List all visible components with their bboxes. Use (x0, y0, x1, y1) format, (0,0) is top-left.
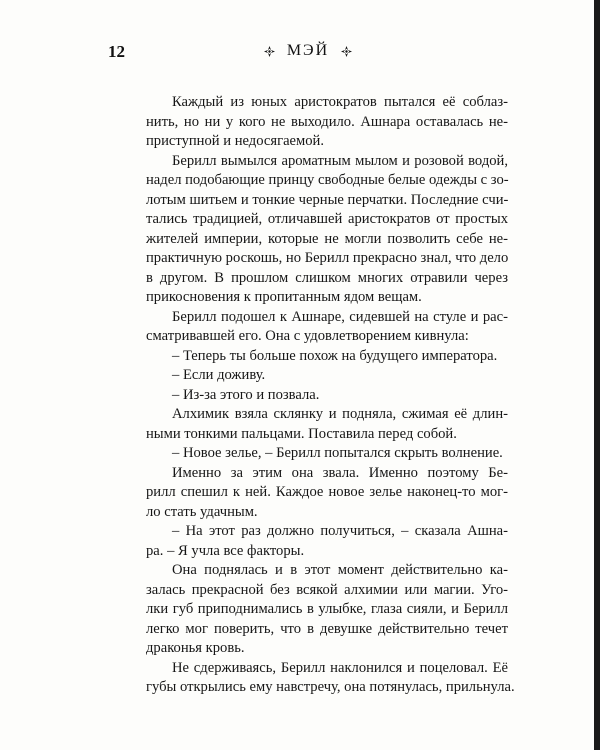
text-line: ло стать удачным. (146, 503, 258, 520)
text-line: Она поднялась и в этот момент действительно ка- (172, 562, 508, 578)
text-line: Не сдерживаясь, Берилл наклонился и поцеловал. Её (172, 659, 508, 676)
text-line: Каждый из юных аристократов пытался её соблаз- (172, 94, 508, 110)
text-line: рилл спешил к ней. Каждое новое зелье наконец-то мог- (146, 484, 508, 500)
text-line: сматривавшей его. Она с удовлетворением кивнула: (146, 328, 469, 344)
text-line: практичную роскошь, но Берилл прекрасно знал, что дело (146, 250, 509, 266)
text-line: – На этот раз должно получиться, – сказала Ашна- (172, 523, 508, 539)
text-line: лотым шитьем и тонкие черные перчатки. Последние счи- (146, 191, 509, 208)
page-header (108, 42, 508, 66)
text-line: залась прекрасной без всякой алхимии или магии. Уго- (146, 581, 508, 598)
text-line: Берилл вымылся ароматным мылом и розовой водой, (172, 152, 508, 169)
text-line: нить, но ни у кого не выходило. Ашнара оставалась не- (146, 113, 508, 130)
page-number: 12 (108, 42, 125, 61)
body-text (146, 93, 515, 698)
text-line: жителей империи, которые не могли позволить себе не- (146, 230, 508, 247)
text-line: – Теперь ты больше похож на будущего императора. (172, 347, 498, 364)
text-line: приступной и недосягаемой. (146, 133, 325, 149)
running-title: МЭЙ (286, 42, 330, 60)
text-line: губы открылись ему навстречу, она потянулась, прильнула. (146, 679, 515, 695)
ornament-icon (341, 46, 352, 57)
text-line: ными тонкими пальцами. Поставила перед собой. (146, 425, 457, 442)
text-line: легко мог поверить, что в девушке действительно течет (146, 620, 508, 637)
text-line: – Если доживу. (172, 367, 266, 383)
text-line: Берилл подошел к Ашнаре, сидевшей на стуле и рас- (172, 308, 508, 325)
running-head (108, 42, 508, 60)
ornament-icon (264, 46, 275, 57)
text-line: Алхимик взяла склянку и подняла, сжимая её длин- (172, 406, 508, 422)
text-line: – Из-за этого и позвала. (172, 386, 320, 403)
text-line: лки губ приподнимались в улыбке, глаза сияли, и Берилл (146, 601, 508, 617)
text-line: Именно за этим она звала. Именно поэтому Бе- (172, 464, 508, 481)
text-line: в другом. В прошлом слишком многих отравили через (146, 269, 508, 286)
text-line: драконья кровь. (146, 640, 245, 656)
text-line: надел подобающие принцу свободные белые одежды с зо- (146, 172, 509, 188)
text-line: – Новое зелье, – Берилл попытался скрыть волнение. (172, 445, 503, 461)
text-line: тались традицией, отличавшей аристократов от простых (146, 211, 508, 227)
text-line: ра. – Я учла все факторы. (146, 542, 305, 559)
text-line: прикосновения к пропитанным ядом вещам. (146, 289, 422, 305)
